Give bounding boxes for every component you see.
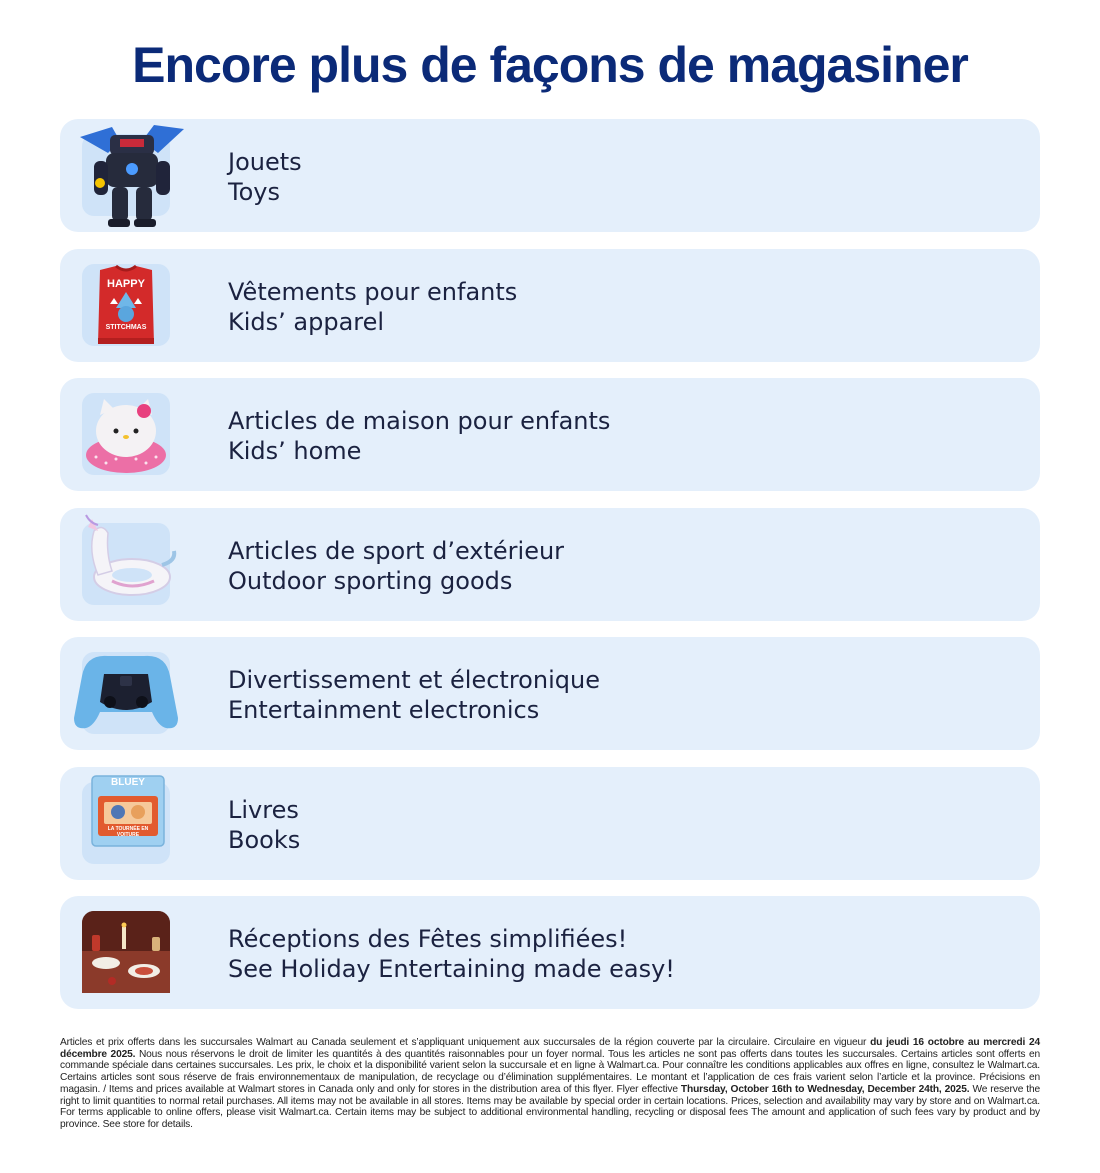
category-card-holiday-entertaining[interactable] bbox=[60, 896, 1040, 1009]
kitty-chair-icon bbox=[82, 393, 170, 475]
category-label-en: Entertainment electronics bbox=[228, 696, 540, 724]
category-label-fr: Réceptions des Fêtes simplifiées! bbox=[228, 925, 628, 953]
category-label-fr: Livres bbox=[228, 795, 299, 824]
legal-disclaimer bbox=[60, 1037, 1040, 1131]
sweater-print-top: HAPPY bbox=[107, 277, 145, 290]
category-label-en: Kids’ home bbox=[228, 437, 362, 465]
category-label-fr: Vêtements pour enfants bbox=[228, 277, 518, 306]
category-card-kids-apparel[interactable] bbox=[60, 249, 1040, 362]
category-label-en: Outdoor sporting goods bbox=[228, 566, 513, 595]
disclaimer-dates-fr: du jeudi 16 octobre au mercredi 24 décembre 2025. bbox=[60, 1037, 1040, 1060]
book-subtitle: LA TOURNÉE EN VOITURE bbox=[107, 825, 149, 838]
disclaimer-text-1: Articles et prix offerts dans les succursales Walmart au Canada seulement et s’appliquant uniquement aux succursales de la région couverte par la circulaire. Circulaire en vigueur bbox=[60, 1037, 871, 1048]
category-label-en: Books bbox=[228, 825, 301, 854]
sweater-icon bbox=[82, 264, 170, 346]
disclaimer-dates-en: Thursday, October 16th to Wednesday, December 24th, 2025. bbox=[680, 1083, 970, 1095]
unicorn-float-icon bbox=[82, 523, 170, 605]
book-title: BLUEY bbox=[111, 776, 145, 788]
category-label-en: See Holiday Entertaining made easy! bbox=[228, 955, 675, 983]
page-title: Encore plus de façons de magasiner bbox=[132, 37, 968, 93]
book-icon bbox=[82, 776, 170, 864]
category-card-entertainment-electronics[interactable] bbox=[60, 637, 1040, 750]
category-label-fr: Divertissement et électronique bbox=[228, 666, 600, 694]
category-label-en: Kids’ apparel bbox=[228, 307, 385, 336]
category-card-books[interactable] bbox=[60, 767, 1040, 880]
category-label-fr: Articles de maison pour enfants bbox=[228, 407, 611, 435]
category-list bbox=[60, 119, 1040, 1026]
category-card-toys[interactable] bbox=[60, 119, 1040, 232]
holiday-table-icon bbox=[82, 911, 170, 993]
category-card-kids-home[interactable] bbox=[60, 378, 1040, 491]
disclaimer-text-2: Nous nous réservons le droit de limiter les quantités à des quantités raisonnables pour un foyer normal. Tous les articles ne sont pas offerts dans toutes les succursales. Certains articles sont offerts en commande spéciale dans certaines succursales. Les prix, le choix et la disponibilité varient selon la succursale et en ligne à Walmart.ca. Pour connaître les conditions applicables aux offres en ligne, consultez le Walmart.ca. Certains articles sont sous réserve de frais environnementaux de manipulation, de recyclage ou d’élimination supplémentaires. Le montant et l’application de ces frais varient selon l’article et la province. Précisions en magasin. / Items and prices available at Walmart stores in Canada only and only for stores in the distribution area of this flyer. Flyer effective bbox=[60, 1048, 1040, 1095]
category-card-outdoor-sporting-goods[interactable] bbox=[60, 508, 1040, 621]
robot-toy-icon bbox=[82, 134, 170, 216]
category-label-fr: Jouets bbox=[228, 148, 302, 176]
game-controller-icon bbox=[82, 652, 170, 734]
category-label-en: Toys bbox=[228, 178, 280, 206]
disclaimer-text-3: We reserve the right to limit quantities to normal retail purchases. All items may not be available in all stores. Items may be available by special order in certain locations. Prices, selection and availability may vary by store and on Walmart.ca. For terms applicable to online offers, please visit Walmart.ca. Certain items may be subject to additional environmental handling, recycling or disposal fees The amount and application of such fees vary by product and by province. See store for details. bbox=[60, 1083, 1040, 1130]
sweater-print-bottom: STITCHMAS bbox=[105, 323, 147, 331]
category-label-fr: Articles de sport d’extérieur bbox=[228, 536, 565, 565]
